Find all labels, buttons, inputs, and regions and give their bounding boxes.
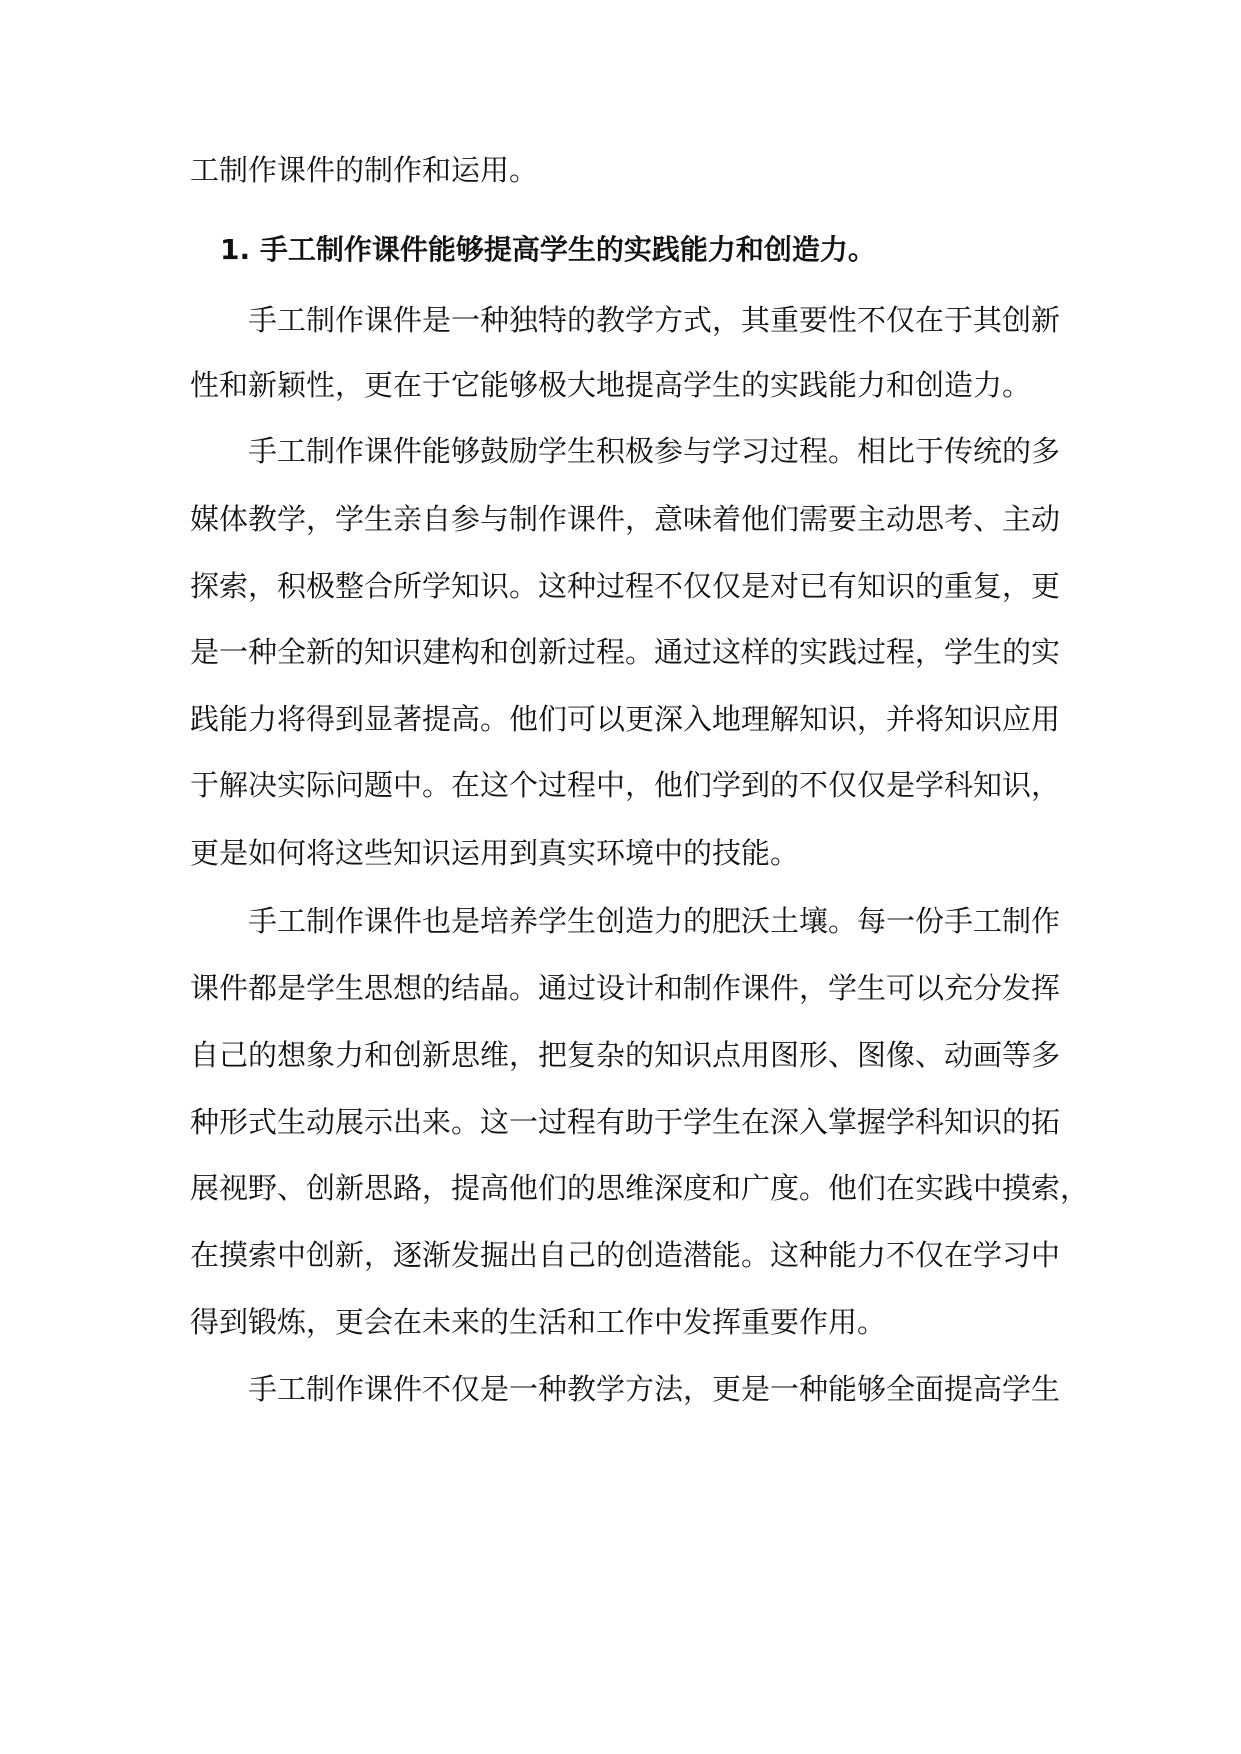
text-line: 媒体教学，学生亲自参与制作课件，意味着他们需要主动思考、主动 [190,502,1061,536]
text-line: 展视野、创新思路，提高他们的思维深度和广度。他们在实践中摸索， [190,1171,1090,1205]
text-line: 性和新颖性，更在于它能够极大地提高学生的实践能力和创造力。 [190,368,1032,402]
text-line: 工制作课件的制作和运用。 [190,153,539,187]
text-line: 在摸索中创新，逐渐发掘出自己的创造潜能。这种能力不仅在学习中 [190,1238,1061,1272]
paragraph-first-line: 手工制作课件是一种独特的教学方式，其重要性不仅在于其创新 [248,303,1061,337]
text-line: 种形式生动展示出来。这一过程有助于学生在深入掌握学科知识的拓 [190,1105,1061,1139]
text-line: 于解决实际问题中。在这个过程中，他们学到的不仅仅是学科知识， [190,768,1061,802]
paragraph-first-line: 手工制作课件不仅是一种教学方法，更是一种能够全面提高学生 [248,1372,1061,1406]
text-line: 更是如何将这些知识运用到真实环境中的技能。 [190,836,800,870]
section-heading: 1. 手工制作课件能够提高学生的实践能力和创造力。 [220,233,876,266]
paragraph-first-line: 手工制作课件能够鼓励学生积极参与学习过程。相比于传统的多 [248,434,1061,468]
paragraph-first-line: 手工制作课件也是培养学生创造力的肥沃土壤。每一份手工制作 [248,904,1061,938]
text-line: 自己的想象力和创新思维，把复杂的知识点用图形、图像、动画等多 [190,1038,1061,1072]
text-line: 课件都是学生思想的结晶。通过设计和制作课件，学生可以充分发挥 [190,971,1061,1005]
text-line: 探索，积极整合所学知识。这种过程不仅仅是对已有知识的重复，更 [190,569,1061,603]
text-line: 是一种全新的知识建构和创新过程。通过这样的实践过程，学生的实 [190,635,1061,669]
text-line: 得到锻炼，更会在未来的生活和工作中发挥重要作用。 [190,1305,887,1339]
text-line: 践能力将得到显著提高。他们可以更深入地理解知识，并将知识应用 [190,702,1061,736]
